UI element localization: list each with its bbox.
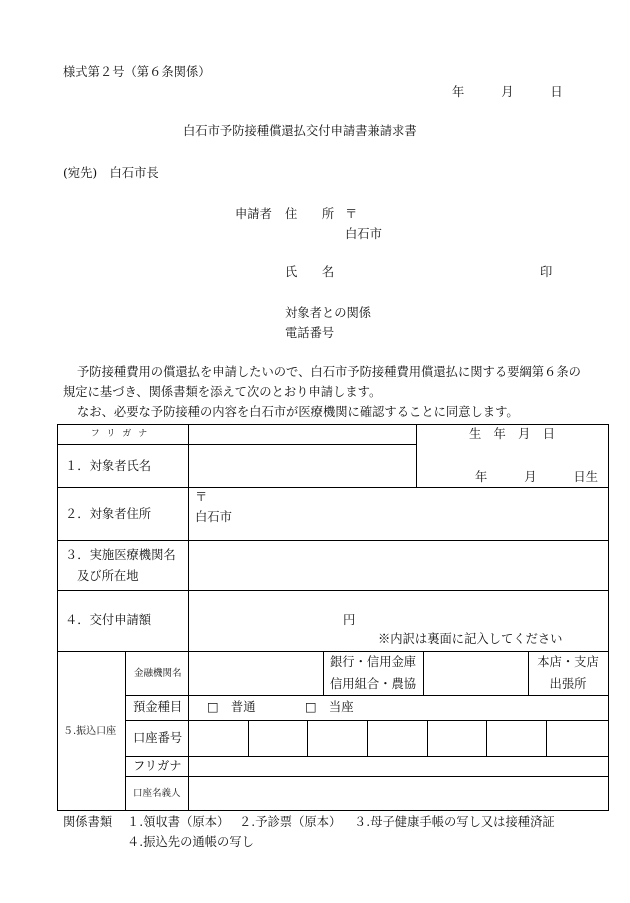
applicant-address-label: 住 所 [285,207,335,221]
account-number-digit-box [427,720,487,757]
statement-line: 規定に基づき、関係書類を添えて次のとおり申請します。 [63,385,382,399]
account-number-digit-box [188,720,249,757]
account-number-digit-box [248,720,308,757]
applicant-relation-label: 対象者との関係 [285,306,372,320]
applicant-name-label: 氏 名 [285,265,335,279]
amount-note: ※内訳は裏面に記入してください [378,632,563,646]
document-item: ２.予診票（原本） [239,815,342,829]
applicant-label: 申請者 [235,207,272,221]
branch-name-cell [423,651,529,696]
branch-type-option: 出張所 [549,677,587,691]
account-number-label: 口座番号 [133,731,183,745]
deposit-option-current: □ 当座 [305,700,354,714]
holder-name-value-cell [188,776,609,811]
bank-type-option: 銀行・信用金庫 [330,655,417,669]
account-label: ５.振込口座 [63,726,117,737]
statement-line: 予防接種費用の償還払を申請したいので、白石市予防接種費用償還払に関する要綱第６条の [77,365,581,379]
form-title: 白石市予防接種償還払交付申請書兼請求書 [183,124,417,138]
applicant-phone-label: 電話番号 [285,326,335,340]
bank-name-cell [188,651,324,696]
amount-label: ４．交付申請額 [65,613,152,627]
applicant-postal-mark: 〒 [345,207,358,221]
holder-furigana-value-cell [188,756,609,777]
deposit-label: 預金種目 [133,700,183,714]
documents-label: 関係書類 [63,815,113,829]
holder-name-label: 口座名義人 [133,788,181,799]
bank-type-option: 信用組合・農協 [330,677,417,691]
birthdate-header: 生 年 月 日 [468,427,556,441]
statement-line: なお、必要な予防接種の内容を白石市が医療機関に確認することに同意します。 [77,405,519,419]
document-item: ３.母子健康手帳の写し又は接種済証 [354,815,555,829]
holder-furigana-label: フリガナ [133,759,182,773]
subject-name-value-cell [188,444,417,488]
furigana-label: フリガナ [90,429,155,439]
subject-name-label: １．対象者氏名 [65,459,152,473]
document-item: ４.振込先の通帳の写し [127,835,254,849]
clinic-value-cell [188,540,609,591]
clinic-label: ３．実施医療機関名 [65,548,176,562]
submission-date: 年 月 日 [452,85,563,99]
birthdate-value: 年 月 日生 [475,470,598,484]
account-number-digit-box [367,720,428,757]
addressee: (宛先) 白石市長 [63,166,159,180]
bank-label: 金融機関名 [134,668,182,679]
seal-mark: 印 [540,265,553,279]
amount-unit: 円 [343,613,356,627]
account-number-digit-box [307,720,368,757]
furigana-value-cell [188,424,417,445]
applicant-city: 白石市 [345,227,382,241]
branch-type-option: 本店・支店 [537,655,599,669]
subject-address-label: ２．対象者住所 [65,507,152,521]
account-number-digit-box [546,720,609,757]
subject-address-city: 白石市 [195,510,232,524]
account-number-digit-box [486,720,547,757]
subject-address-value-cell [188,487,609,541]
deposit-option-ordinary: □ 普通 [207,700,256,714]
clinic-label-sub: 及び所在地 [77,569,139,583]
document-item: １.領収書（原本） [127,815,230,829]
form-number: 様式第２号（第６条関係） [63,65,211,79]
subject-postal-mark: 〒 [195,490,208,504]
